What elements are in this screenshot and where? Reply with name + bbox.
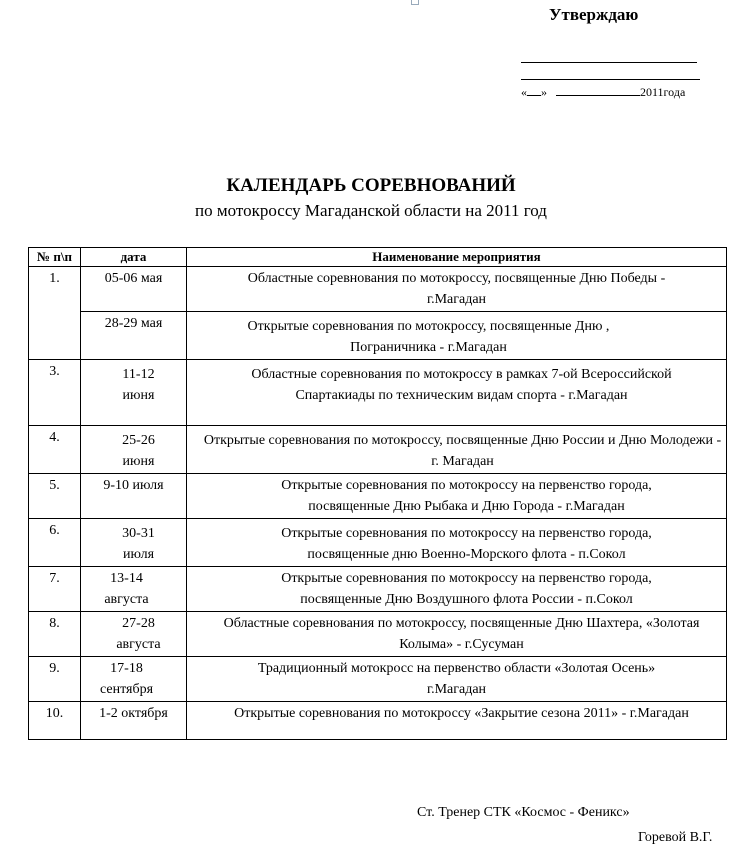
- row-event-name: Открытые соревнования по мотокроссу на первенство города, посвященные дню Военно-Морского флота - п.Сокол: [187, 519, 727, 567]
- signature-line-2: [521, 79, 700, 80]
- row-number: 9.: [29, 657, 81, 702]
- page-corner-mark: [411, 0, 419, 5]
- signature-position: Ст. Тренер СТК «Космос - Феникс»: [417, 805, 630, 820]
- table-row: [29, 360, 727, 426]
- row-event-name: Открытые соревнования по мотокроссу «Закрытие сезона 2011» - г.Магадан: [187, 702, 727, 740]
- row-event-name: Областные соревнования по мотокроссу, посвященные Дню Шахтера, «Золотая Колыма» - г.Сусуман: [187, 612, 727, 657]
- row-date: 27-28 августа: [81, 612, 187, 657]
- row-date: 17-18 сентября: [81, 657, 187, 702]
- row-number: 8.: [29, 612, 81, 657]
- document-subtitle: по мотокроссу Магаданской области на 2011 год: [195, 201, 547, 220]
- table-row: [29, 267, 727, 312]
- row-date: 30-31 июля: [81, 519, 187, 567]
- row-number: 5.: [29, 474, 81, 519]
- row-number: 3.: [29, 360, 81, 426]
- row-number: 4.: [29, 426, 81, 474]
- table-row: [29, 702, 727, 740]
- row-number: 6.: [29, 519, 81, 567]
- year-suffix: 2011года: [640, 85, 686, 99]
- row-event-name: Открытые соревнования по мотокроссу, посвященные Дню России и Дню Молодежи - г. Магадан: [187, 426, 727, 474]
- header-number: № п\п: [29, 248, 81, 267]
- day-blank: [527, 95, 541, 96]
- row-number: 1.: [29, 267, 81, 360]
- signature-line-1: [521, 62, 697, 63]
- row-date: 25-26 июня: [81, 426, 187, 474]
- row-event-name: Открытые соревнования по мотокроссу на первенство города, посвященные Дню Воздушного флота России - п.Сокол: [187, 567, 727, 612]
- approval-heading: Утверждаю: [549, 5, 639, 24]
- row-date: 9-10 июля: [81, 474, 187, 519]
- table-row: [29, 426, 727, 474]
- row-date: 11-12 июня: [81, 360, 187, 426]
- header-event-name: Наименование мероприятия: [187, 248, 727, 267]
- month-blank: [556, 95, 640, 96]
- date-close-quote: »: [541, 85, 547, 99]
- competition-calendar-table: [28, 247, 727, 740]
- table-header-row: [29, 248, 727, 267]
- row-event-name: Открытые соревнования по мотокроссу, посвященные Дню , Пограничника - г.Магадан: [187, 312, 727, 360]
- row-event-name: Традиционный мотокросс на первенство области «Золотая Осень» г.Магадан: [187, 657, 727, 702]
- row-date: 28-29 мая: [81, 312, 187, 360]
- table-row: [29, 612, 727, 657]
- row-date: 1-2 октября: [81, 702, 187, 740]
- row-event-name: Областные соревнования по мотокроссу, посвященные Дню Победы - г.Магадан: [187, 267, 727, 312]
- table-row: [29, 474, 727, 519]
- row-number: 10.: [29, 702, 81, 740]
- table-row: [29, 657, 727, 702]
- row-event-name: Открытые соревнования по мотокроссу на первенство города, посвященные Дню Рыбака и Дню Города - г.Магадан: [187, 474, 727, 519]
- date-open-quote: «: [521, 85, 527, 99]
- row-date: 13-14 августа: [81, 567, 187, 612]
- table-row: [29, 312, 727, 360]
- document-title: КАЛЕНДАРЬ СОРЕВНОВАНИЙ: [226, 175, 516, 196]
- signature-name: Горевой В.Г.: [638, 830, 713, 845]
- table-row: [29, 567, 727, 612]
- row-date: 05-06 мая: [81, 267, 187, 312]
- header-date: дата: [81, 248, 187, 267]
- row-event-name: Областные соревнования по мотокроссу в рамках 7-ой Всероссийской Спартакиады по техническим видам спорта - г.Магадан: [187, 360, 727, 426]
- approval-date-line: [521, 85, 685, 100]
- table-row: [29, 519, 727, 567]
- row-number: 7.: [29, 567, 81, 612]
